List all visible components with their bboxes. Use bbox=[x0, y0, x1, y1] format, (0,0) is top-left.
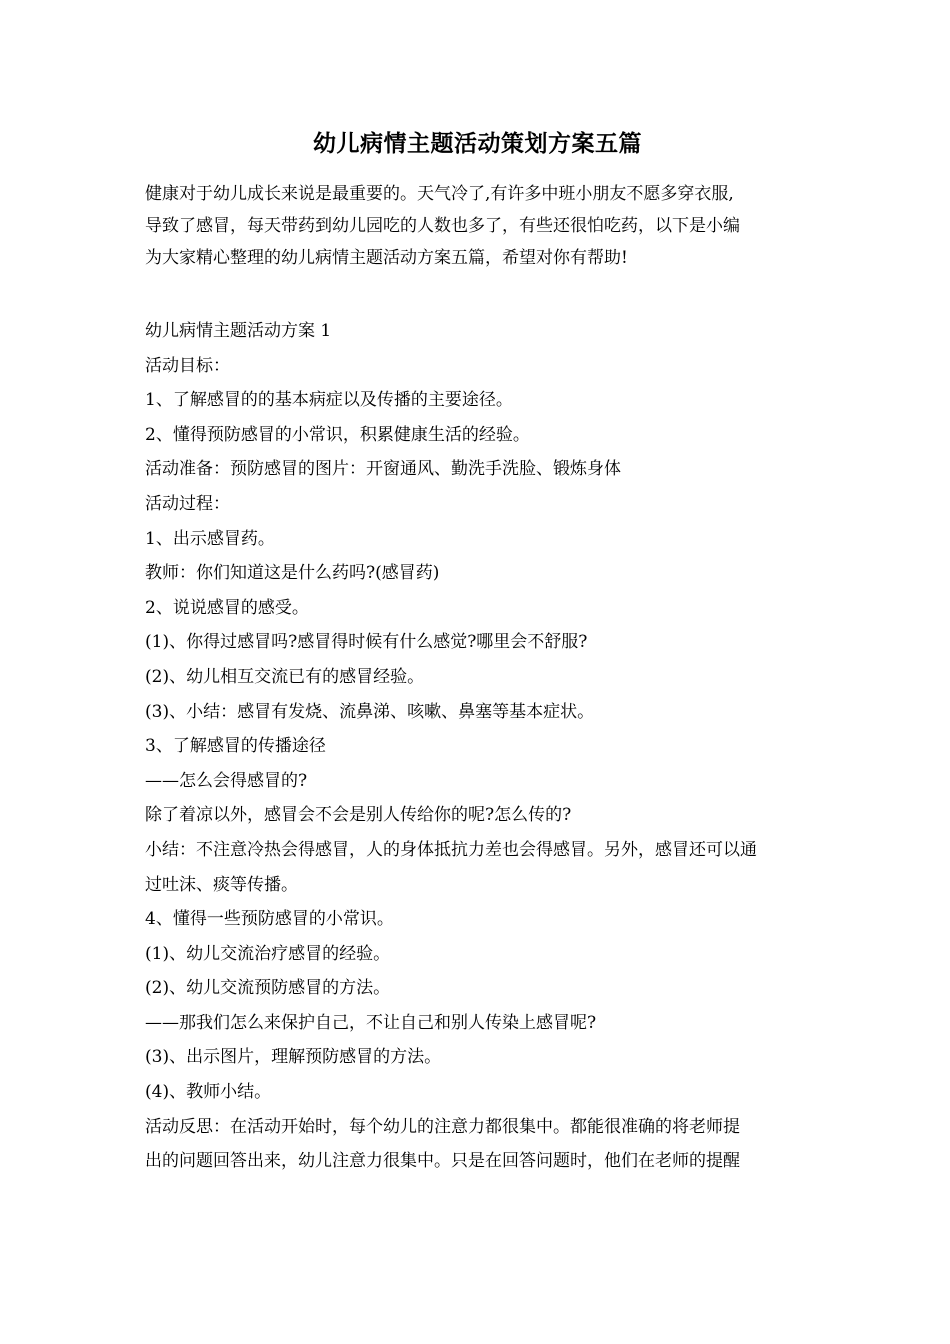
body-line: ——那我们怎么来保护自己，不让自己和别人传染上感冒呢? bbox=[145, 1012, 597, 1033]
body-line: 教师：你们知道这是什么药吗?(感冒药) bbox=[145, 563, 440, 584]
body-line: 3、了解感冒的传播途径 bbox=[145, 736, 326, 757]
intro-line: 为大家精心整理的幼儿病情主题活动方案五篇，希望对你有帮助! bbox=[145, 248, 628, 268]
body-line: 出的问题回答出来，幼儿注意力很集中。只是在回答问题时，他们在老师的提醒 bbox=[145, 1151, 740, 1172]
section-heading: 幼儿病情主题活动方案 1 bbox=[145, 321, 332, 341]
body-line: (1)、你得过感冒吗?感冒得时候有什么感觉?哪里会不舒服? bbox=[145, 632, 588, 653]
intro-line: 健康对于幼儿成长来说是最重要的。天气冷了,有许多中班小朋友不愿多穿衣服, bbox=[145, 184, 734, 204]
body-line: 活动准备：预防感冒的图片：开窗通风、勤洗手洗脸、锻炼身体 bbox=[145, 459, 621, 480]
document-body bbox=[145, 314, 810, 1179]
body-line: (3)、小结：感冒有发烧、流鼻涕、咳嗽、鼻塞等基本症状。 bbox=[145, 701, 595, 722]
body-line: ——怎么会得感冒的? bbox=[145, 770, 308, 791]
intro-paragraph bbox=[145, 178, 810, 274]
body-line: (2)、幼儿相互交流已有的感冒经验。 bbox=[145, 666, 425, 687]
body-line: 1、了解感冒的的基本病症以及传播的主要途径。 bbox=[145, 390, 513, 411]
body-line: 1、出示感冒药。 bbox=[145, 528, 275, 549]
body-line: 活动过程： bbox=[145, 493, 230, 514]
body-line: 活动反思：在活动开始时，每个幼儿的注意力都很集中。都能很准确的将老师提 bbox=[145, 1116, 740, 1137]
paragraph-spacer bbox=[145, 274, 810, 314]
document-page bbox=[145, 128, 810, 1179]
body-line: (1)、幼儿交流治疗感冒的经验。 bbox=[145, 943, 391, 964]
body-line: 2、说说感冒的感受。 bbox=[145, 597, 309, 618]
body-line: 过吐沫、痰等传播。 bbox=[145, 874, 298, 895]
body-line: 小结：不注意冷热会得感冒，人的身体抵抗力差也会得感冒。另外，感冒还可以通 bbox=[145, 839, 757, 860]
body-line: 活动目标： bbox=[145, 355, 230, 376]
body-line: 除了着凉以外，感冒会不会是别人传给你的呢?怎么传的? bbox=[145, 805, 572, 826]
body-line: (3)、出示图片，理解预防感冒的方法。 bbox=[145, 1047, 442, 1068]
body-line: 4、懂得一些预防感冒的小常识。 bbox=[145, 909, 394, 930]
body-line: 2、懂得预防感冒的小常识，积累健康生活的经验。 bbox=[145, 424, 530, 445]
document-title: 幼儿病情主题活动策划方案五篇 bbox=[313, 130, 642, 157]
intro-line: 导致了感冒，每天带药到幼儿园吃的人数也多了，有些还很怕吃药，以下是小编 bbox=[145, 216, 740, 236]
body-line: (4)、教师小结。 bbox=[145, 1082, 272, 1103]
body-line: (2)、幼儿交流预防感冒的方法。 bbox=[145, 978, 391, 999]
